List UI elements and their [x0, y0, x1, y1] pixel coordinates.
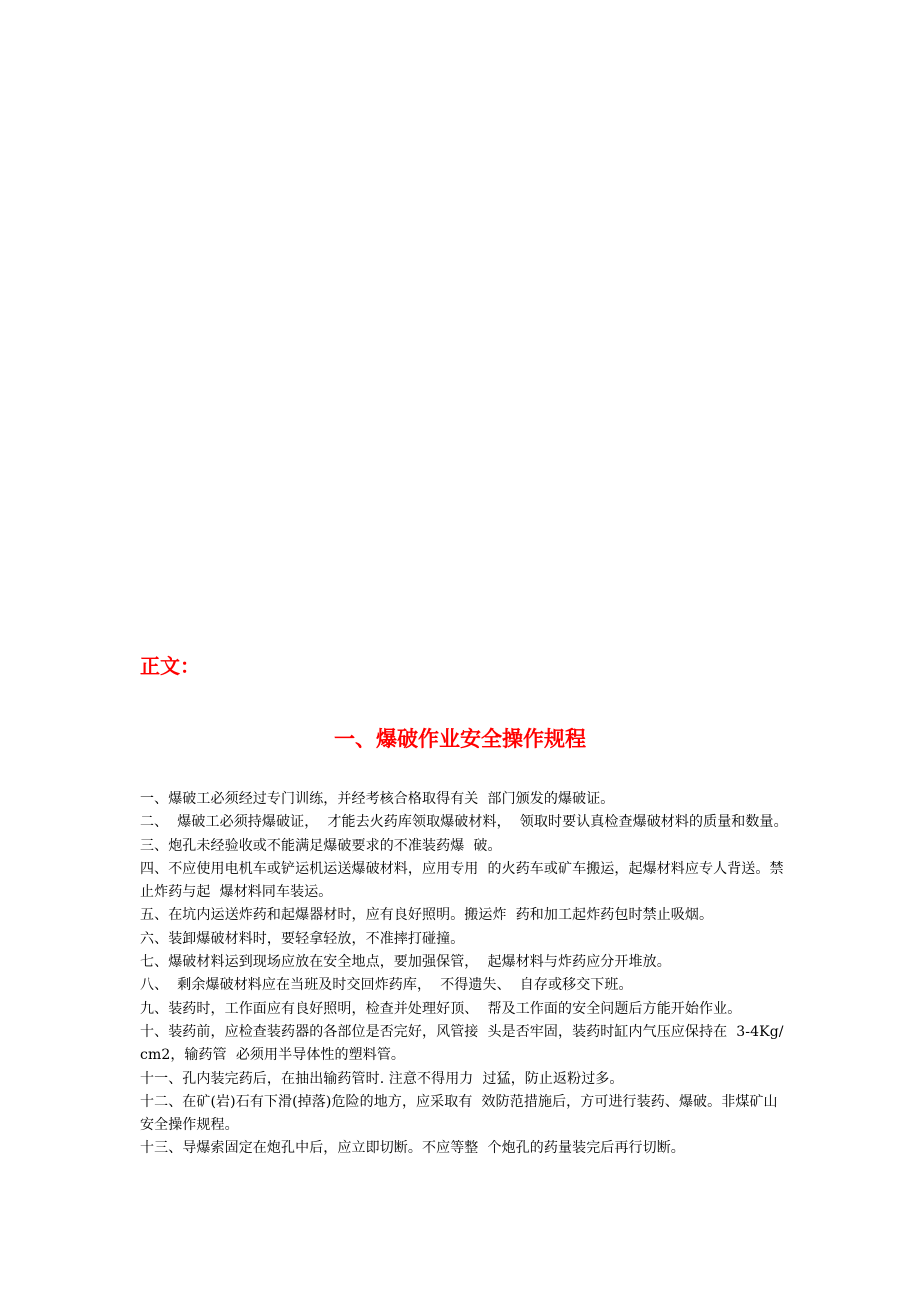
- rule-paragraph: 四、不应使用电机车或铲运机运送爆破材料，应用专用 的火药车或矿车搬运，起爆材料应专人背送。禁止炸药与起 爆材料同车装运。: [140, 860, 784, 901]
- rule-paragraph: 七、爆破材料运到现场应放在安全地点，要加强保管， 起爆材料与炸药应分开堆放。: [140, 954, 671, 971]
- rule-paragraph: 十二、在矿(岩)石有下滑(掉落)危险的地方，应采取有 效防范措施后，方可进行装药、爆破。非煤矿山安全操作规程。: [140, 1093, 778, 1134]
- rule-paragraph: 十、装药前，应检查装药器的各部位是否完好，风管接 头是否牢固，装药时缸内气压应保持在 3-4Kg/cm2，输药管 必须用半导体性的塑料管。: [140, 1023, 784, 1064]
- section-heading: 一、爆破作业安全操作规程: [334, 727, 586, 751]
- rule-paragraph: 三、炮孔未经验收或不能满足爆破要求的不准装药爆 破。: [140, 837, 502, 854]
- rules-body: [140, 788, 790, 1161]
- rule-paragraph: 六、装卸爆破材料时，要轻拿轻放，不准摔打碰撞。: [140, 930, 465, 947]
- rule-paragraph: 十一、孔内装完药后，在抽出输药管时. 注意不得用力 过猛，防止返粉过多。: [140, 1070, 624, 1087]
- body-label: 正文：: [140, 654, 200, 678]
- rule-paragraph: 八、 剩余爆破材料应在当班及时交回炸药库， 不得遗失、 自存或移交下班。: [140, 977, 633, 994]
- rule-paragraph: 十三、导爆索固定在炮孔中后，应立即切断。不应等整 个炮孔的药量装完后再行切断。: [140, 1140, 685, 1157]
- rule-paragraph: 九、装药时，工作面应有良好照明，检查并处理好顶、 帮及工作面的安全问题后方能开始作业。: [140, 1000, 742, 1017]
- rule-paragraph: 五、在坑内运送炸药和起爆器材时，应有良好照明。搬运炸 药和加工起炸药包时禁止吸烟。: [140, 907, 714, 924]
- rule-paragraph: 一、爆破工必须经过专门训练，并经考核合格取得有关 部门颁发的爆破证。: [140, 791, 615, 807]
- rule-paragraph: 二、 爆破工必须持爆破证， 才能去火药库领取爆破材料， 领取时要认真检查爆破材料的质量和数量。: [140, 814, 788, 831]
